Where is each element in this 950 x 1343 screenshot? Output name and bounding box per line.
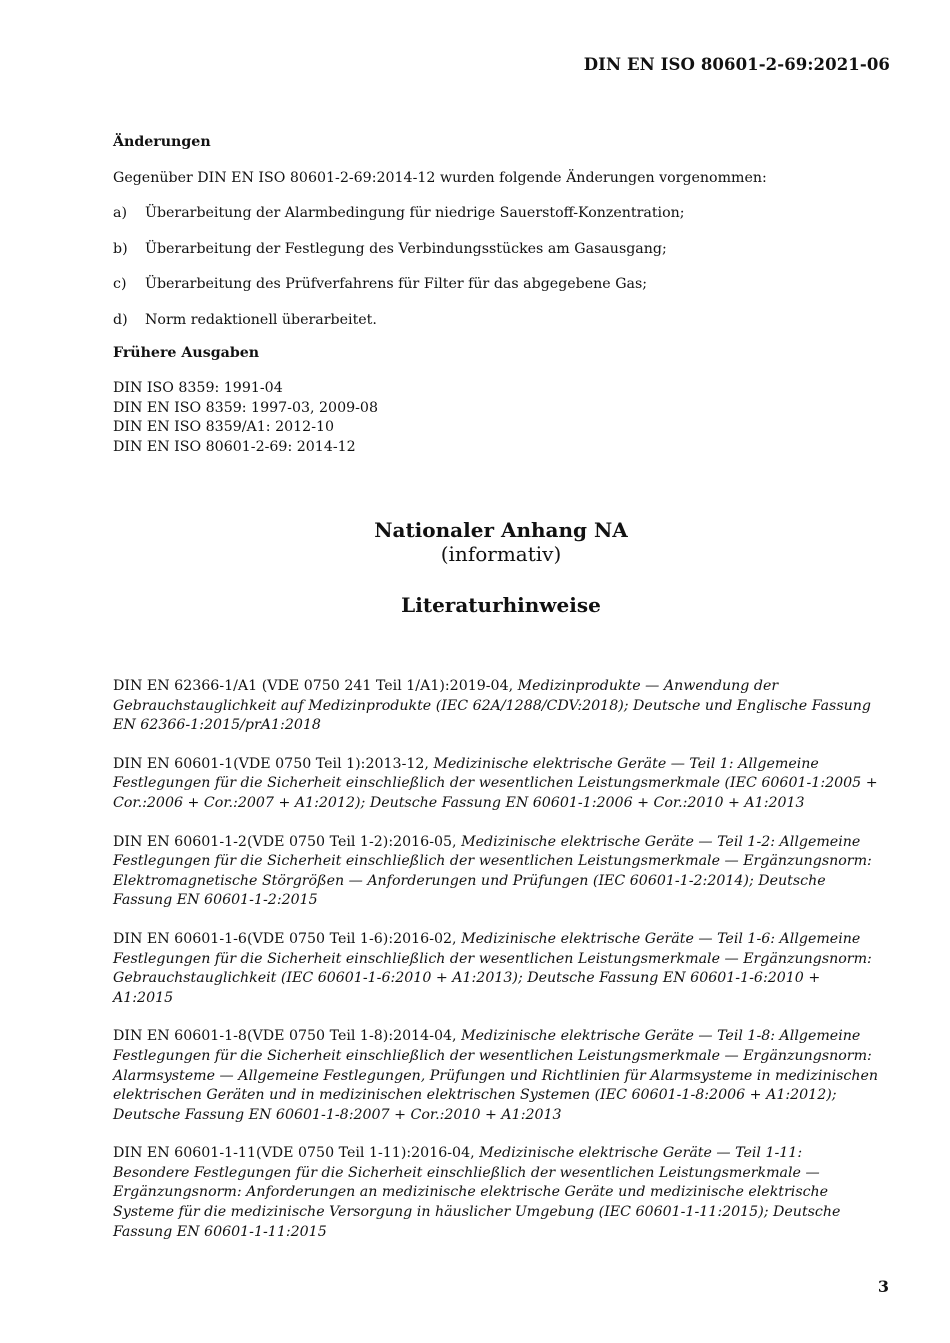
reference-title: Medizinische elektrische Geräte — Teil 1-11: Besondere Festlegungen für die Sicherheit einschließlich der wesentlichen Leistungsmerkmale — Ergänzungsnorm: Anforderungen an medizinische elektrische Geräte und medizinische elektrische Systeme für die medizinische Versorgung in häuslicher Umgebung (IEC 60601-1-11:2015); Deutsche Fassung EN 60601-1-11:2015 [113,1145,841,1240]
list-marker: b) [113,240,128,257]
reference-entry [113,755,883,814]
reference-code: DIN EN 60601-1-8(VDE 0750 Teil 1-8):2014-04, [113,1028,462,1045]
edition-line: DIN EN ISO 80601-2-69: 2014-12 [113,438,356,455]
page-number: 3 [877,1277,889,1296]
list-item [113,204,883,224]
foreword-section [113,133,883,458]
reference-code: DIN EN 62366-1/A1 (VDE 0750 241 Teil 1/A1):2019-04, [113,678,518,694]
list-item [113,275,883,295]
list-item-text: Überarbeitung der Festlegung des Verbindungsstückes am Gasausgang; [145,240,667,257]
annex-subtitle: (informativ) [440,542,562,566]
list-marker: a) [113,205,127,222]
reference-code: DIN EN 60601-1-2(VDE 0750 Teil 1-2):2016-05, [113,833,462,850]
edition-line: DIN ISO 8359: 1991-04 [113,380,283,397]
reference-entry [113,1144,883,1242]
changes-heading: Änderungen [113,134,211,150]
changes-intro: Gegenüber DIN EN ISO 80601-2-69:2014-12 wurden folgende Änderungen vorgenommen: [113,169,767,186]
bibliography-title: Literaturhinweise [401,593,601,617]
previous-editions-heading: Frühere Ausgaben [113,344,260,361]
reference-entry [113,930,883,1008]
previous-editions-list [113,379,883,457]
reference-title: Medizinische elektrische Geräte — Teil 1-2: Allgemeine Festlegungen für die Sicherheit einschließlich der wesentlichen Leistungsmerkmale — Ergänzungsnorm: Elektromagnetische Störgrößen — Anforderungen und Prüfungen (IEC 60601-1-2:2014); Deutsche Fassung EN 60601-1-2:2015 [113,833,872,909]
reference-title: Medizinprodukte — Anwendung der Gebrauchstauglichkeit auf Medizinprodukte (IEC 62A/1288/CDV:2018); Deutsche und Englische Fassung EN 62366-1:2015/prA1:2018 [113,678,871,734]
edition-line: DIN EN ISO 8359/A1: 2012-10 [113,419,335,436]
list-item [113,240,883,260]
annex-title: Nationaler Anhang NA [374,518,628,542]
document-id: DIN EN ISO 80601-2-69:2021-06 [583,55,890,74]
reference-list [113,677,883,1261]
reference-title: Medizinische elektrische Geräte — Teil 1-6: Allgemeine Festlegungen für die Sicherheit einschließlich der wesentlichen Leistungsmerkmale — Ergänzungsnorm: Gebrauchstauglichkeit (IEC 60601-1-6:2010 + A1:2013); Deutsche Fassung EN 60601-1-6:2010 + A1:2015 [113,930,872,1006]
list-marker: c) [113,276,127,293]
list-item-text: Norm redaktionell überarbeitet. [145,311,377,328]
list-item [113,311,883,331]
reference-code: DIN EN 60601-1(VDE 0750 Teil 1):2013-12, [113,755,434,772]
reference-entry [113,833,883,911]
reference-title: Medizinische elektrische Geräte — Teil 1: Allgemeine Festlegungen für die Sicherheit einschließlich der wesentlichen Leistungsmerkmale (IEC 60601-1:2005 + Cor.:2006 + Cor.:2007 + A1:2012); Deutsche Fassung EN 60601-1:2006 + Cor.:2010 + A1:2013 [113,755,878,811]
list-marker: d) [113,311,128,328]
list-item-text: Überarbeitung der Alarmbedingung für niedrige Sauerstoff-Konzentration; [145,205,685,222]
reference-code: DIN EN 60601-1-11(VDE 0750 Teil 1-11):2016-04, [113,1145,480,1162]
reference-entry [113,677,883,736]
edition-line: DIN EN ISO 8359: 1997-03, 2009-08 [113,399,378,416]
list-item-text: Überarbeitung des Prüfverfahrens für Filter für das abgegebene Gas; [145,276,648,293]
reference-code: DIN EN 60601-1-6(VDE 0750 Teil 1-6):2016-02, [113,930,462,947]
reference-entry [113,1027,883,1125]
reference-title: Medizinische elektrische Geräte — Teil 1-8: Allgemeine Festlegungen für die Sicherheit einschließlich der wesentlichen Leistungsmerkmale — Ergänzungsnorm: Alarmsysteme — Allgemeine Festlegungen, Prüfungen und Richtlinien für Alarmsysteme in medizinischen elektrischen Geräten und in medizinischen elektrischen Systemen (IEC 60601-1-8:2006 + A1:2012); Deutsche Fassung EN 60601-1-8:2007 + Cor.:2010 + A1:2013 [113,1028,879,1123]
changes-list [113,204,883,330]
